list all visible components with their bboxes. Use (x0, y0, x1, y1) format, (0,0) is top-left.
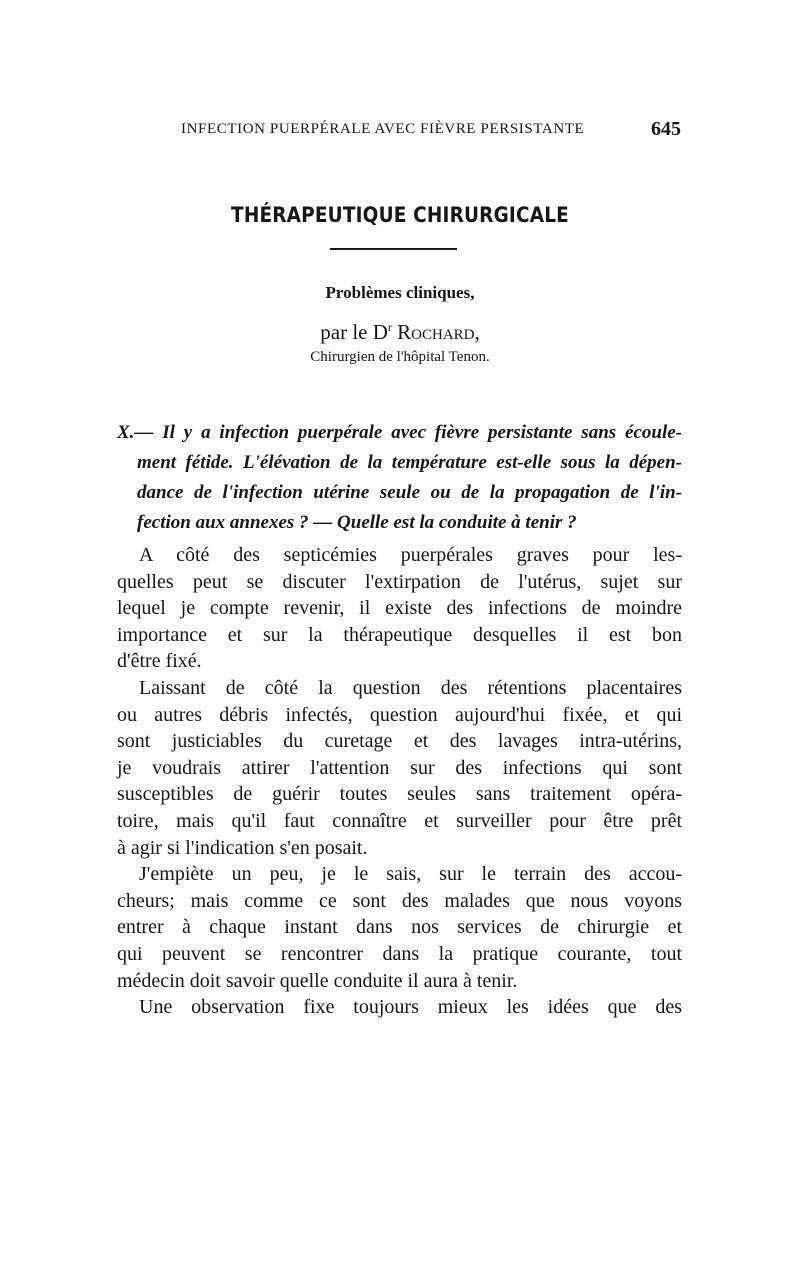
author-name: Rochard, (397, 320, 480, 344)
paragraph (117, 861, 682, 994)
running-title: INFECTION PUERPÉRALE AVEC FIÈVRE PERSISTANTE (181, 121, 585, 137)
text-line: susceptibles de guérir toutes seules sans traitement opéra- (117, 783, 682, 806)
text-line: lequel je compte revenir, il existe des infections de moindre (117, 597, 682, 620)
question-line: fection aux annexes ? — Quelle est la conduite à tenir ? (137, 512, 577, 533)
byline (200, 317, 600, 347)
paragraph (117, 675, 682, 861)
byline-superscript: r (387, 320, 392, 334)
text-line: qui peuvent se rencontrer dans la pratique courante, tout (117, 942, 682, 965)
byline-prefix: par le D (320, 320, 388, 344)
text-line: Laissant de côté la question des rétentions placentaires (139, 676, 682, 699)
page-number: 645 (651, 118, 681, 140)
clinical-question (117, 418, 682, 538)
text-line: cheurs; mais comme ce sont des malades que nous voyons (117, 889, 682, 912)
text-line: toire, mais qu'il faut connaître et surveiller pour être prêt (117, 809, 682, 832)
text-line: sont justiciables du curetage et des lavages intra-utérins, (117, 730, 682, 753)
text-line: médecin doit savoir quelle conduite il aura à tenir. (117, 969, 518, 992)
text-line: importance et sur la thérapeutique desquelles il est bon (117, 623, 682, 646)
text-line: à agir si l'indication s'en posait. (117, 836, 368, 859)
text-line: entrer à chaque instant dans nos services de chirurgie et (117, 916, 682, 939)
text-line: J'empiète un peu, je le sais, sur le terrain des accou- (139, 863, 682, 886)
title-rule (330, 248, 457, 250)
section-title: THÉRAPEUTIQUE CHIRURGICALE (231, 203, 569, 227)
running-header (181, 117, 681, 141)
text-line: Une observation fixe toujours mieux les idées que des (139, 996, 682, 1019)
subtitle: Problèmes cliniques, (325, 283, 475, 302)
question-line: dance de l'infection utérine seule ou de la propagation de l'in- (137, 482, 682, 503)
author-affiliation: Chirurgien de l'hôpital Tenon. (310, 349, 490, 365)
paragraph (117, 994, 682, 1021)
question-line: ment fétide. L'élévation de la température est-elle sous la dépen- (137, 452, 682, 473)
text-line: je voudrais attirer l'attention sur des infections qui sont (117, 756, 682, 779)
question-line: X.— Il y a infection puerpérale avec fièvre persistante sans écoule- (117, 422, 682, 443)
text-line: d'être fixé. (117, 650, 202, 673)
text-line: ou autres débris infectés, question aujourd'hui fixée, et qui (117, 703, 682, 726)
body-text (117, 542, 682, 1021)
text-line: A côté des septicémies puerpérales graves pour les- (139, 544, 682, 566)
text-line: quelles peut se discuter l'extirpation de l'utérus, sujet sur (117, 570, 682, 593)
paragraph (117, 542, 682, 675)
